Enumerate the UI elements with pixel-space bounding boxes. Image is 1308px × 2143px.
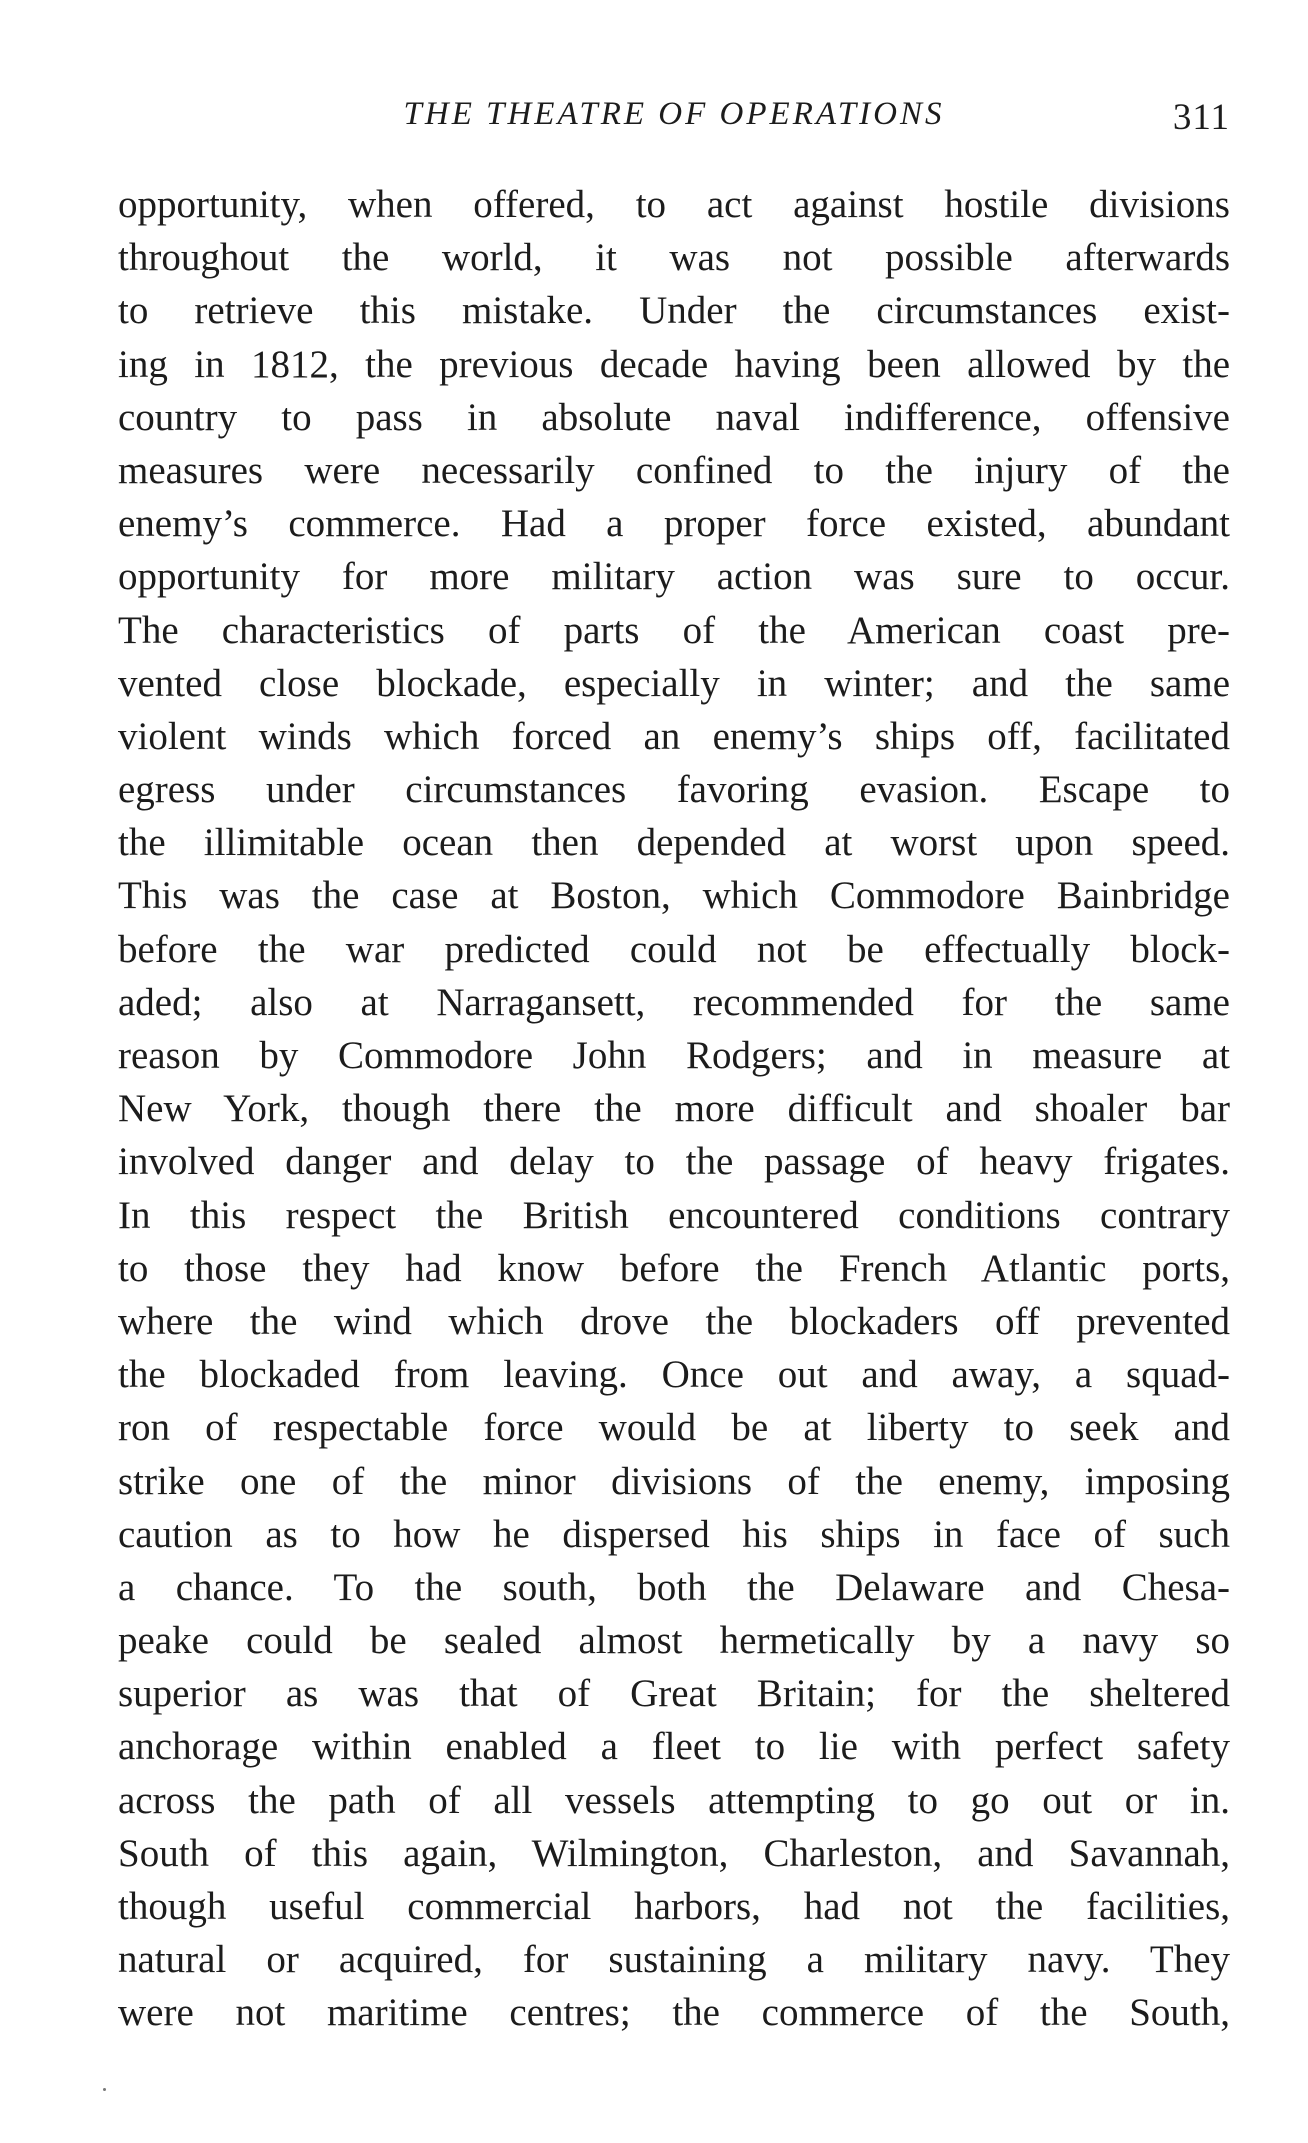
text-line: In this respect the British encountered conditions contrary [118, 1193, 1230, 1237]
text-line: violent winds which forced an enemy’s ships off, facilitated [118, 714, 1230, 758]
text-line: a chance. To the south, both the Delaware and Chesa- [118, 1565, 1230, 1609]
text-line: superior as was that of Great Britain; for the sheltered [118, 1672, 1230, 1716]
text-line: throughout the world, it was not possible afterwards [118, 236, 1230, 280]
text-line: egress under circumstances favoring evasion. Escape to [118, 768, 1230, 812]
running-title: THE THEATRE OF OPERATIONS [403, 96, 945, 132]
running-head [118, 92, 1230, 142]
text-line: peake could be sealed almost hermetically by a navy so [118, 1619, 1230, 1663]
text-line: ing in 1812, the previous decade having been allowed by the [118, 342, 1230, 386]
text-line: natural or acquired, for sustaining a military navy. They [118, 1938, 1230, 1982]
text-line: New York, though there the more difficult and shoaler bar [118, 1087, 1230, 1131]
paper-speck [103, 2088, 106, 2091]
text-line: strike one of the minor divisions of the enemy, imposing [118, 1459, 1230, 1503]
text-line: ron of respectable force would be at liberty to seek and [118, 1406, 1230, 1450]
text-line: involved danger and delay to the passage of heavy frigates. [118, 1140, 1230, 1184]
text-line: reason by Commodore John Rodgers; and in measure at [118, 1034, 1230, 1077]
text-line: The characteristics of parts of the American coast pre- [118, 608, 1230, 652]
text-line: caution as to how he dispersed his ships in face of such [118, 1512, 1230, 1556]
text-line: opportunity for more military action was sure to occur. [118, 555, 1230, 599]
text-line: before the war predicted could not be effectually block- [118, 927, 1230, 971]
text-line: to those they had know before the French Atlantic ports, [118, 1246, 1230, 1290]
text-line: measures were necessarily confined to the injury of the [118, 448, 1230, 492]
text-line: across the path of all vessels attempting to go out or in. [118, 1778, 1230, 1822]
text-line: This was the case at Boston, which Commodore Bainbridge [118, 874, 1230, 918]
text-line: the blockaded from leaving. Once out and away, a squad- [118, 1353, 1230, 1397]
text-line: opportunity, when offered, to act against hostile divisions [118, 183, 1230, 226]
body-text [118, 178, 1230, 2040]
text-line: where the wind which drove the blockaders off prevented [118, 1299, 1230, 1343]
text-line: to retrieve this mistake. Under the circumstances exist- [118, 289, 1230, 333]
text-line: were not maritime centres; the commerce of the South, [118, 1991, 1230, 2035]
page-number: 311 [1172, 97, 1230, 138]
text-line: the illimitable ocean then depended at worst upon speed. [118, 821, 1230, 865]
text-line: though useful commercial harbors, had not the facilities, [118, 1885, 1230, 1928]
text-line: vented close blockade, especially in winter; and the same [118, 661, 1230, 705]
text-line: South of this again, Wilmington, Charleston, and Savannah, [118, 1831, 1230, 1875]
text-line: aded; also at Narragansett, recommended for the same [118, 980, 1230, 1024]
text-line: enemy’s commerce. Had a proper force existed, abundant [118, 502, 1230, 546]
text-line: country to pass in absolute naval indifference, offensive [118, 395, 1230, 439]
text-line: anchorage within enabled a fleet to lie with perfect safety [118, 1725, 1230, 1769]
